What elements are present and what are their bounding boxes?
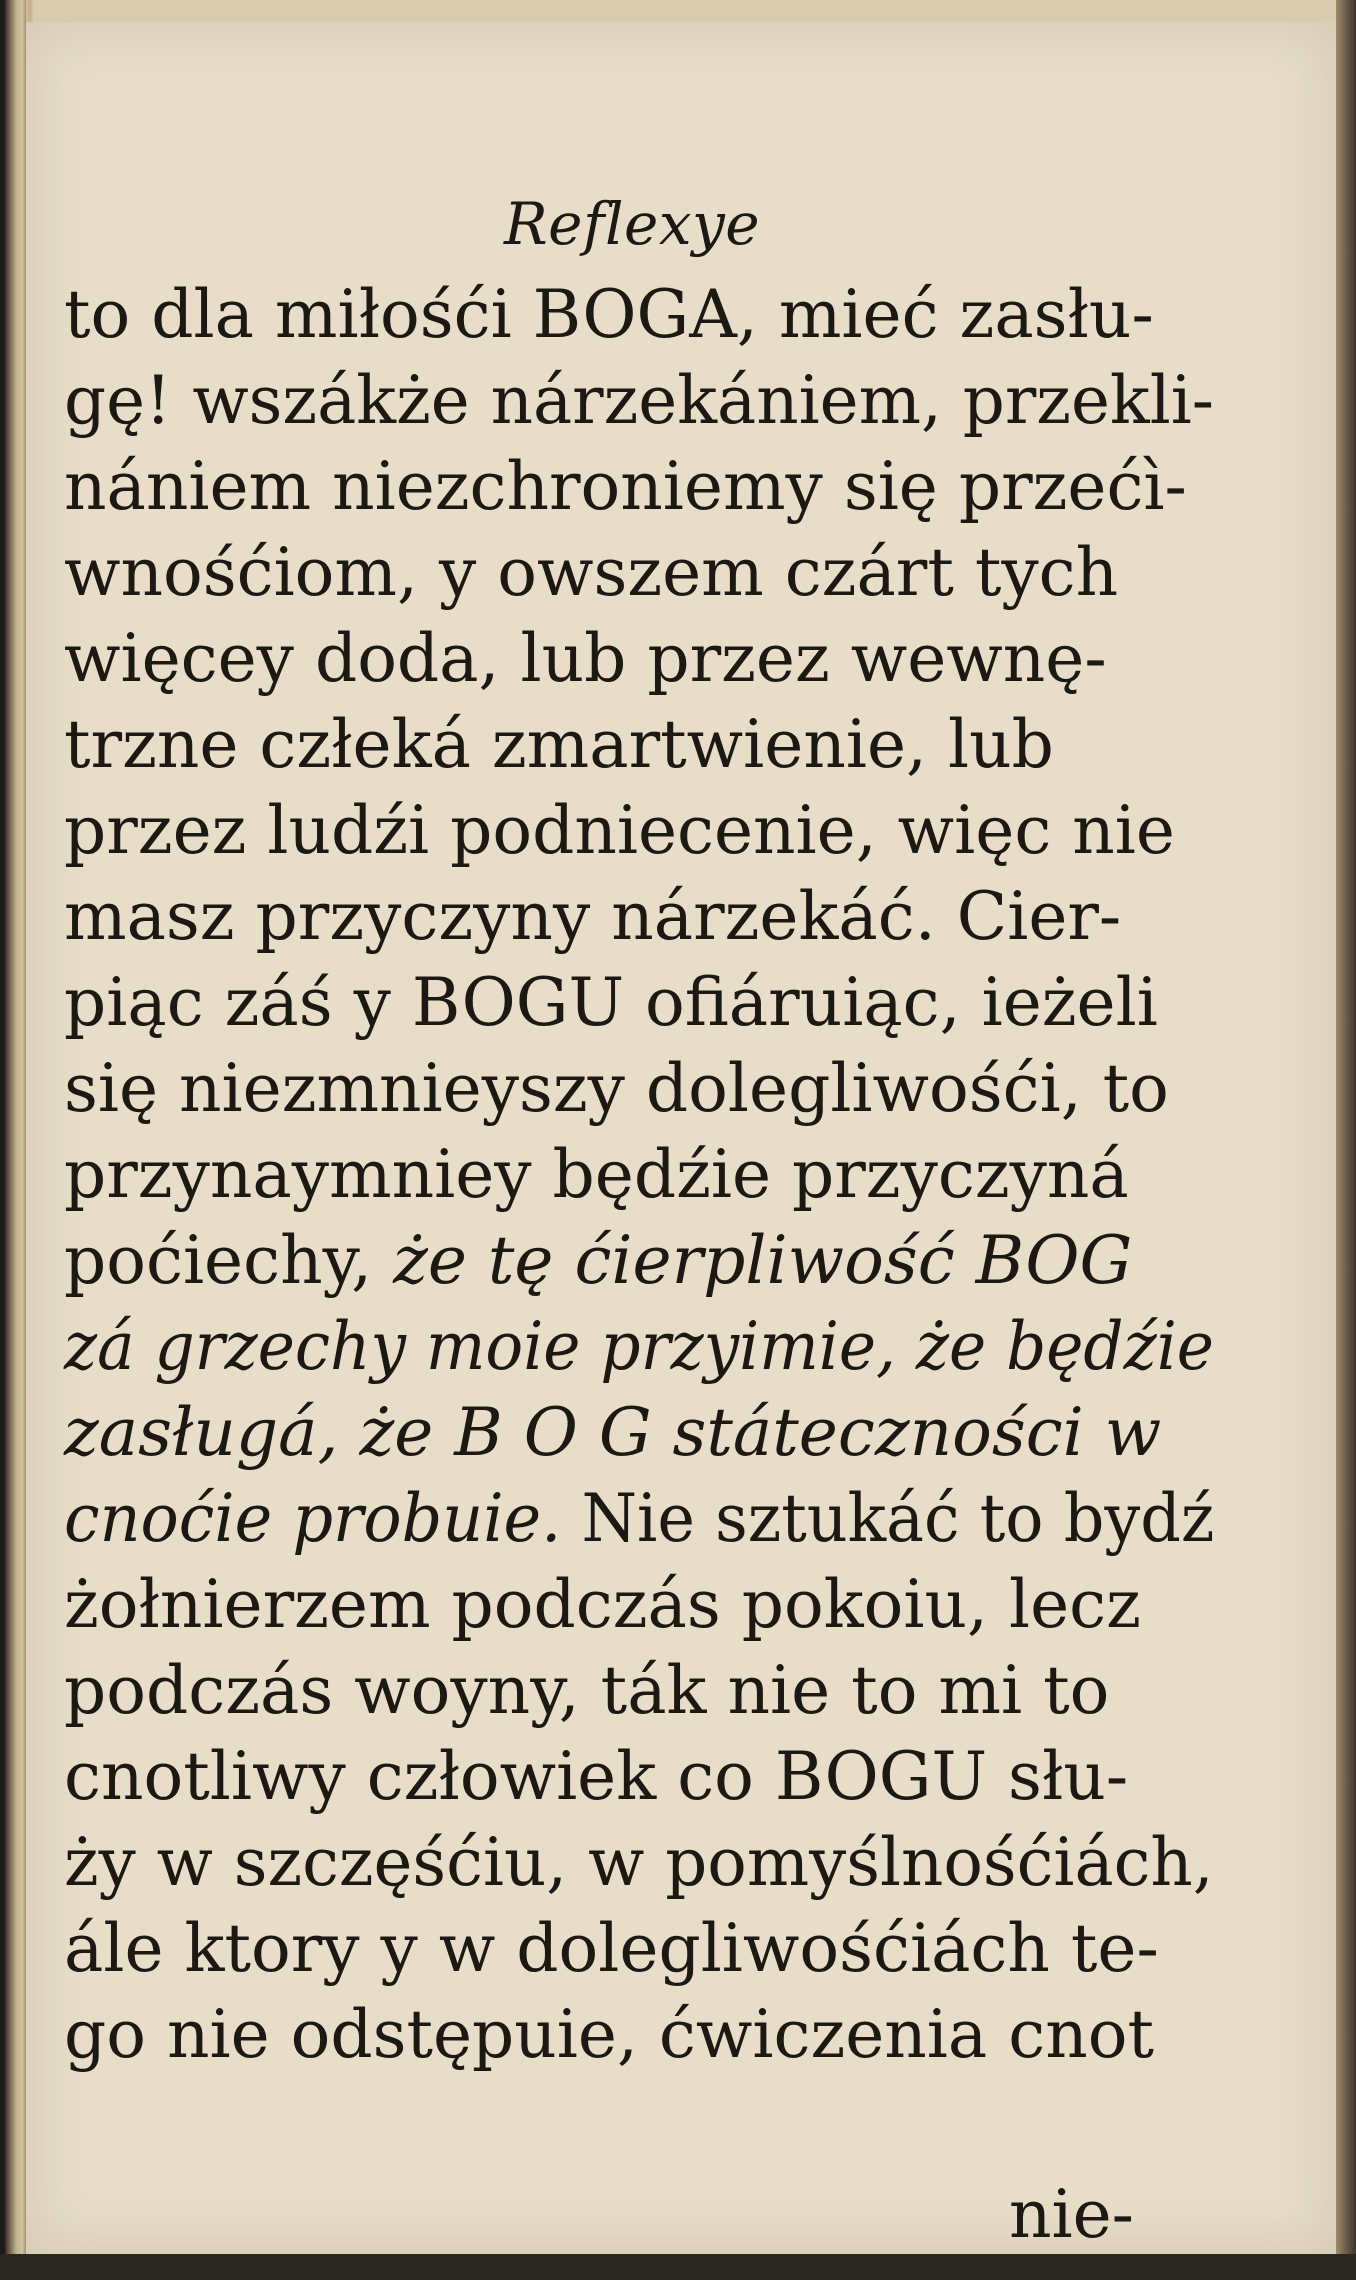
text-line: wnośćiom, y owszem czárt tych [64,534,1119,611]
text-line: żołnierzem podczás pokoiu, lecz [64,1566,1141,1643]
text-line: zasługá, że B O G státeczności w [64,1394,1162,1471]
text-line: poćiechy, że tę ćierpliwość BOG [64,1222,1133,1299]
paper-sheet [26,22,1342,2258]
text-line: nániem niezchroniemy się przećì- [64,448,1187,525]
text-line: ży w szczęśćiu, w pomyślnośćiách, [64,1824,1214,1901]
page-edge-right [1336,0,1356,2280]
text-line: trzne człeká zmartwienie, lub [64,706,1054,783]
italic-run: że tę ćierpliwość BOG [393,1222,1133,1299]
running-head: Reflexye [504,190,761,258]
italic-run: cnoćie probuie. [64,1480,582,1557]
text-line: więcey doda, lub przez wewnę- [64,620,1107,697]
text-line: podczás woyny, ták nie to mi to [64,1652,1110,1729]
text-line: przynaymniey będźie przyczyná [64,1136,1129,1213]
text-line: go nie odstępuie, ćwiczenia cnot [64,1996,1154,2073]
text-line: piąc záś y BOGU ofiáruiąc, ieżeli [64,964,1158,1041]
binding-edge [0,0,26,2280]
text-line: się niezmnieyszy dolegliwośći, to [64,1050,1169,1127]
text-line: masz przyczyny nárzekáć. Cier- [64,878,1122,955]
text-line: cnotliwy człowiek co BOGU słu- [64,1738,1129,1815]
text-line: zá grzechy moie przyimie, że będźie [64,1308,1214,1385]
catchword: nie- [1009,2176,1134,2253]
text-line: cnoćie probuie. Nie sztukáć to bydź [64,1480,1215,1557]
text-line: gę! wszákże nárzekániem, przekli- [64,362,1215,439]
text-line: to dla miłośći BOGA, mieć zasłu- [64,276,1154,353]
text-line: przez ludźi podniecenie, więc nie [64,792,1175,869]
text-line: ále ktory y w dolegliwośćiách te- [64,1910,1159,1987]
page-edge-bottom [0,2254,1356,2280]
